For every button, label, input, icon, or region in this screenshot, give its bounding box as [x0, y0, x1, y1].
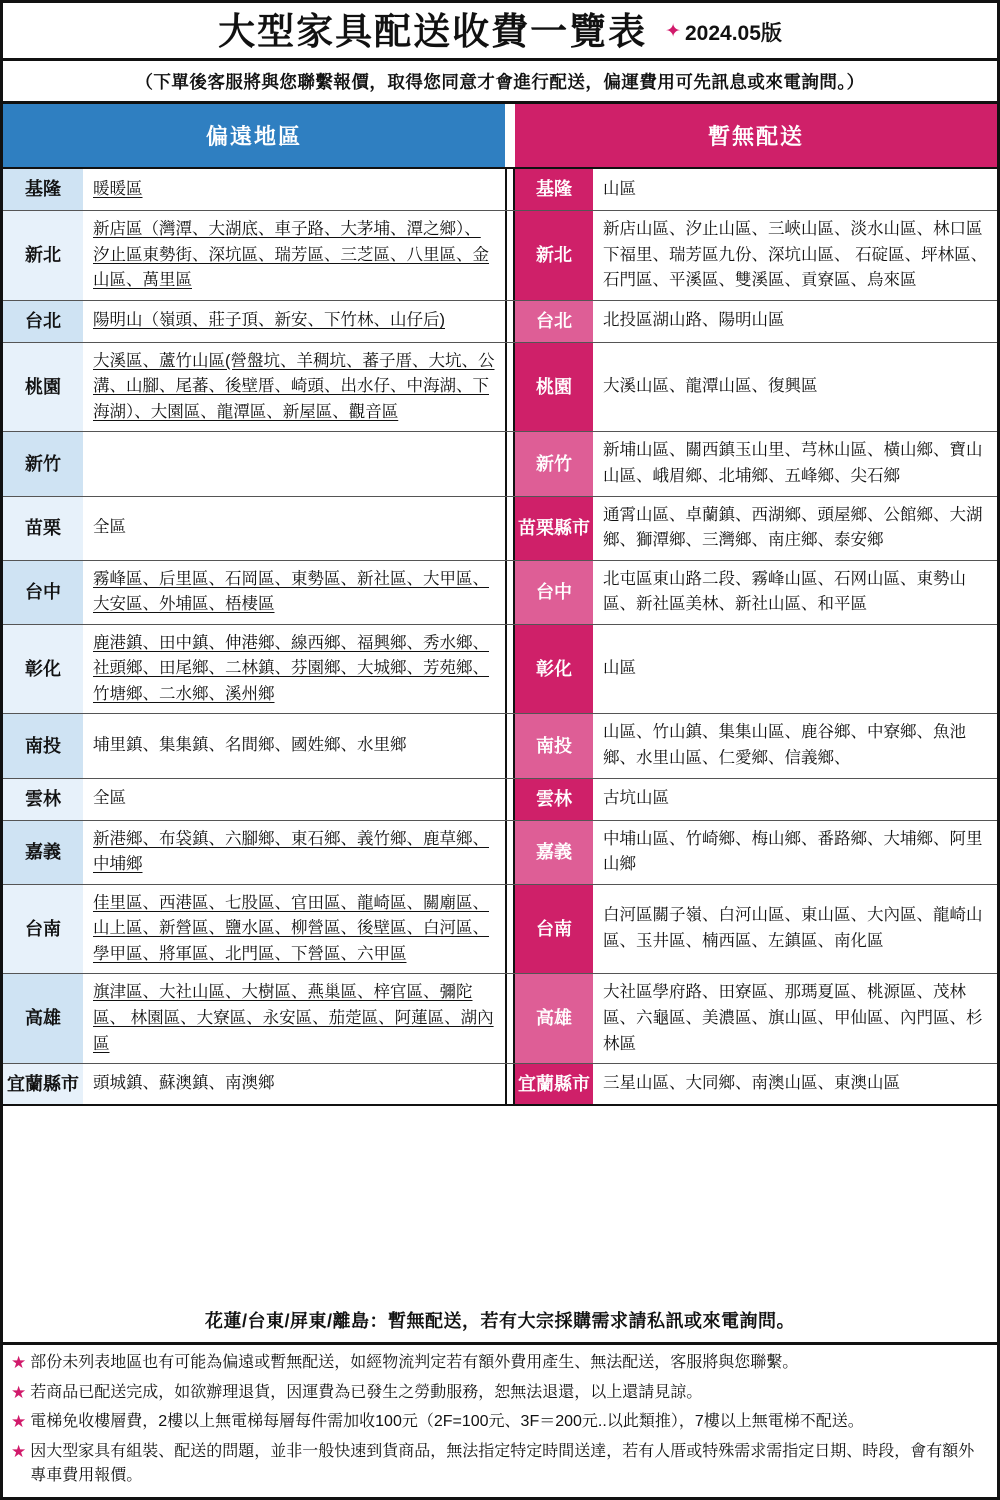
- no-delivery-area-text: 山區、竹山鎮、集集山區、鹿谷鄉、中寮鄉、魚池鄉、水里山區、仁愛鄉、信義鄉、: [603, 723, 966, 767]
- star-icon: ★: [11, 1412, 27, 1432]
- table-row: [3, 301, 997, 343]
- column-divider: [505, 885, 515, 974]
- column-divider: [505, 301, 515, 342]
- page-title: 大型家具配送收費一覽表: [218, 11, 648, 52]
- footnote-text: 電梯免收樓層費，2樓以上無電梯每層每件需加收100元（2F=100元、3F＝200元..以此類推），7樓以上無電梯不配送。: [30, 1413, 864, 1431]
- table-row: [3, 432, 997, 496]
- island-note: 花蓮/台東/屏東/離島：暫無配送，若有大宗採購需求請私訊或來電詢問。: [3, 1298, 997, 1345]
- footnote-item: [11, 1410, 987, 1435]
- column-header-remote: 偏遠地區: [3, 104, 505, 167]
- no-delivery-area-text: 大社區學府路、田寮區、那瑪夏區、桃源區、茂林區、六龜區、美濃區、旗山區、甲仙區、內門區、杉林區: [603, 983, 983, 1053]
- column-divider: [505, 561, 515, 624]
- remote-area-text: 全區: [93, 789, 126, 808]
- document-header: [3, 3, 997, 61]
- no-delivery-area-text: 白河區關子嶺、白河山區、東山區、大內區、龍崎山區、玉井區、楠西區、左鎮區、南化區: [603, 906, 983, 951]
- no-delivery-area-text: 新店山區、汐止山區、三峽山區、淡水山區、林口區下福里、瑞芳區九份、深坑山區、 石碇區、坪林區、石門區、平溪區、雙溪區、貢寮區、烏來區: [603, 220, 988, 290]
- region-label-remote: 高雄: [3, 974, 83, 1063]
- table-row: [3, 714, 997, 778]
- column-header-gap: [505, 104, 515, 167]
- footnote-item: [11, 1381, 987, 1406]
- column-divider: [505, 211, 515, 300]
- column-divider: [505, 343, 515, 432]
- region-label-remote: 基隆: [3, 169, 83, 210]
- region-label-remote: 新北: [3, 211, 83, 300]
- region-label-no-delivery: 台南: [515, 885, 593, 974]
- column-divider: [505, 779, 515, 820]
- column-header-no-delivery: 暫無配送: [515, 104, 997, 167]
- table-row: [3, 211, 997, 301]
- region-label-no-delivery: 嘉義: [515, 821, 593, 884]
- table-row: [3, 625, 997, 715]
- column-divider: [505, 714, 515, 777]
- region-label-no-delivery: 雲林: [515, 779, 593, 820]
- star-icon: ★: [11, 1353, 27, 1373]
- remote-area-text: 新港鄉、布袋鎮、六腳鄉、東石鄉、義竹鄉、鹿草鄉、中埔鄉: [93, 829, 489, 874]
- footnote-item: [11, 1351, 987, 1376]
- region-label-remote: 宜蘭縣市: [3, 1064, 83, 1104]
- region-label-remote: 新竹: [3, 432, 83, 495]
- header-note: （下單後客服將與您聯繫報價，取得您同意才會進行配送，偏運費用可先訊息或來電詢問。）: [3, 61, 997, 104]
- region-label-remote: 桃園: [3, 343, 83, 432]
- no-delivery-area-text: 通霄山區、卓蘭鎮、西湖鄉、頭屋鄉、公館鄉、大湖鄉、獅潭鄉、三灣鄉、南庄鄉、泰安鄉: [603, 505, 983, 550]
- table-row: [3, 343, 997, 433]
- region-label-no-delivery: 新北: [515, 211, 593, 300]
- footnote-text: 因大型家具有組裝、配送的問題，並非一般快速到貨商品，無法指定特定時間送達，若有人厝或特殊需求需指定日期、時段，會有額外專車費用報價。: [30, 1443, 975, 1484]
- star-icon: ★: [11, 1442, 27, 1461]
- table-row: [3, 885, 997, 975]
- star-icon: ★: [11, 1382, 27, 1402]
- column-divider: [505, 821, 515, 884]
- table-row: [3, 974, 997, 1064]
- no-delivery-area-text: 中埔山區、竹崎鄉、梅山鄉、番路鄉、大埔鄉、阿里山鄉: [603, 829, 983, 874]
- no-delivery-area-text: 北投區湖山路、陽明山區: [603, 311, 785, 330]
- footnote-item: [11, 1440, 987, 1488]
- remote-area-text: 埔里鎮、集集鎮、名間鄉、國姓鄉、水里鄉: [93, 736, 407, 755]
- table-row: [3, 561, 997, 625]
- regions-table: [3, 169, 997, 1298]
- region-label-no-delivery: 桃園: [515, 343, 593, 432]
- remote-area-text: 陽明山（嶺頭、莊子頂、新安、下竹林、山仔后): [93, 311, 445, 330]
- no-delivery-area-text: 山區: [603, 179, 636, 198]
- region-label-remote: 彰化: [3, 625, 83, 714]
- footnote-text: 部份未列表地區也有可能為偏遠或暫無配送，如經物流判定若有額外費用產生、無法配送，客服將與您聯繫。: [30, 1354, 799, 1372]
- region-label-no-delivery: 基隆: [515, 169, 593, 210]
- remote-area-text: 新店區（灣潭、大湖底、車子路、大茅埔、潭之鄉）、汐止區東勢街、深坑區、瑞芳區、三芝區、八里區、金山區、萬里區: [93, 220, 489, 290]
- region-label-no-delivery: 彰化: [515, 625, 593, 714]
- no-delivery-area-text: 古坑山區: [603, 789, 669, 808]
- region-label-remote: 台北: [3, 301, 83, 342]
- table-row: [3, 169, 997, 211]
- remote-area-text: 佳里區、西港區、七股區、官田區、龍崎區、關廟區、山上區、新營區、鹽水區、柳營區、後壁區、白河區、學甲區、將軍區、北門區、下營區、六甲區: [93, 893, 489, 963]
- table-row: [3, 821, 997, 885]
- version-label: 2024.05版: [685, 21, 782, 45]
- table-row: [3, 779, 997, 821]
- region-label-remote: 台南: [3, 885, 83, 974]
- region-label-remote: 雲林: [3, 779, 83, 820]
- region-label-no-delivery: 新竹: [515, 432, 593, 495]
- column-divider: [505, 169, 515, 210]
- footnotes: [3, 1345, 997, 1497]
- region-label-no-delivery: 高雄: [515, 974, 593, 1063]
- region-label-remote: 南投: [3, 714, 83, 777]
- no-delivery-area-text: 山區: [603, 659, 636, 678]
- region-label-no-delivery: 宜蘭縣市: [515, 1064, 593, 1104]
- column-divider: [505, 497, 515, 560]
- region-label-remote: 台中: [3, 561, 83, 624]
- remote-area-text: [83, 432, 505, 495]
- remote-area-text: 霧峰區、后里區、石岡區、東勢區、新社區、大甲區、大安區、外埔區、梧棲區: [93, 569, 489, 614]
- column-headers: [3, 104, 997, 169]
- remote-area-text: 全區: [93, 518, 126, 537]
- remote-area-text: 鹿港鎮、田中鎮、伸港鄉、線西鄉、福興鄉、秀水鄉、社頭鄉、田尾鄉、二林鎮、芬園鄉、大城鄉、芳苑鄉、竹塘鄉、二水鄉、溪州鄉: [93, 633, 489, 703]
- remote-area-text: 暖暖區: [93, 179, 143, 198]
- region-label-no-delivery: 台中: [515, 561, 593, 624]
- region-label-no-delivery: 南投: [515, 714, 593, 777]
- remote-area-text: 頭城鎮、蘇澳鎮、南澳鄉: [93, 1074, 275, 1093]
- remote-area-text: 旗津區、大社山區、大樹區、燕巢區、梓官區、彌陀區、 林園區、大寮區、永安區、茄萣區、阿蓮區、湖內區: [93, 983, 494, 1053]
- region-label-no-delivery: 苗栗縣市: [515, 497, 593, 560]
- region-label-remote: 嘉義: [3, 821, 83, 884]
- version-badge: [665, 17, 782, 47]
- table-row: [3, 497, 997, 561]
- column-divider: [505, 974, 515, 1063]
- region-label-remote: 苗栗: [3, 497, 83, 560]
- no-delivery-area-text: 北屯區東山路二段、霧峰山區、石网山區、東勢山區、新社區美林、新社山區、和平區: [603, 569, 966, 614]
- diamond-icon: ✦: [665, 21, 681, 42]
- column-divider: [505, 1064, 515, 1104]
- column-divider: [505, 625, 515, 714]
- table-row: [3, 1064, 997, 1106]
- no-delivery-area-text: 新埔山區、關西鎮玉山里、芎林山區、橫山鄉、寶山山區、峨眉鄉、北埔鄉、五峰鄉、尖石鄉: [603, 441, 983, 485]
- no-delivery-area-text: 三星山區、大同鄉、南澳山區、東澳山區: [603, 1074, 900, 1093]
- remote-area-text: 大溪區、蘆竹山區(營盤坑、羊稠坑、蕃子厝、大坑、公溝、山腳、尾蕃、後壁厝、崎頭、出水仔、中海湖、下海湖）、大園區、龍潭區、新屋區、觀音區: [93, 351, 495, 421]
- footnote-text: 若商品已配送完成，如欲辦理退貨，因運費為已發生之勞動服務，恕無法退還，以上還請見諒。: [30, 1383, 703, 1401]
- region-label-no-delivery: 台北: [515, 301, 593, 342]
- column-divider: [505, 432, 515, 495]
- no-delivery-area-text: 大溪山區、龍潭山區、復興區: [603, 377, 818, 396]
